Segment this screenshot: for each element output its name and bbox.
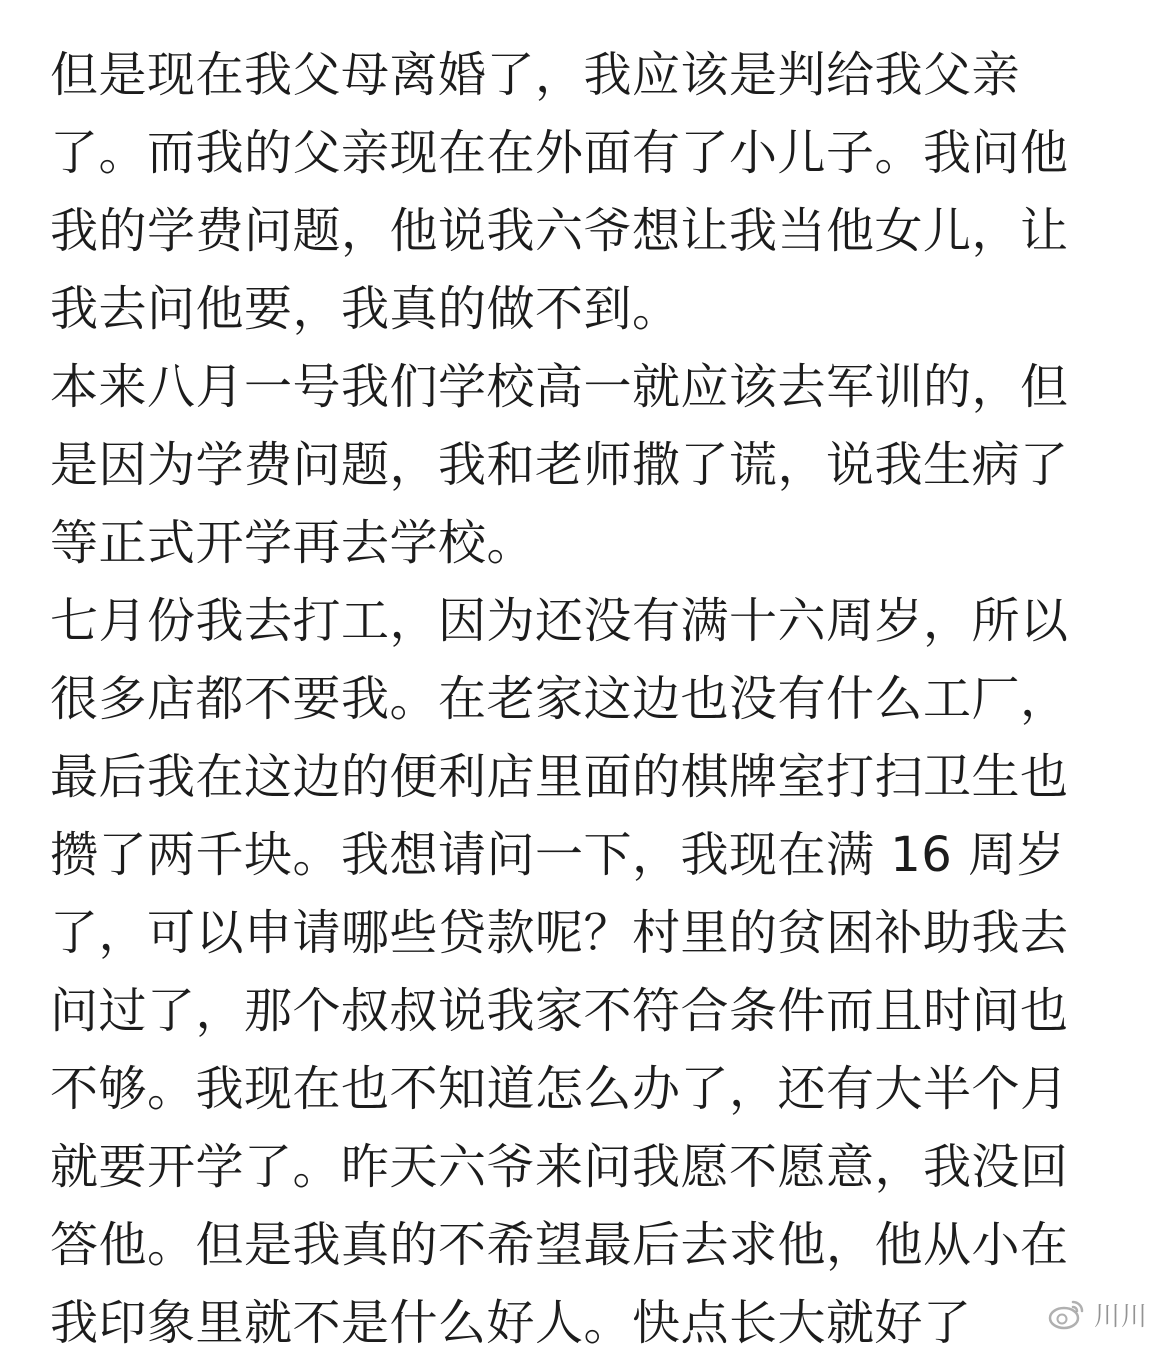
text-line: 七月份我去打工，因为还没有满十六周岁，所以 bbox=[50, 593, 1069, 649]
post-body bbox=[50, 36, 1140, 1362]
text-line: 是因为学费问题，我和老师撒了谎，说我生病了 bbox=[50, 437, 1069, 493]
text-line: 答他。但是我真的不希望最后去求他，他从小在 bbox=[50, 1217, 1069, 1273]
text-line: 攒了两千块。我想请问一下，我现在满 16 周岁 bbox=[50, 827, 1066, 883]
weibo-watermark bbox=[1036, 1286, 1162, 1342]
text-line: 我去问他要，我真的做不到。 bbox=[50, 281, 681, 337]
text-line: 了，可以申请哪些贷款呢？村里的贫困补助我去 bbox=[50, 905, 1069, 961]
paragraph-2 bbox=[50, 348, 1140, 582]
paragraph-3 bbox=[50, 582, 1140, 1362]
text-line: 就要开学了。昨天六爷来问我愿不愿意，我没回 bbox=[50, 1139, 1069, 1195]
text-line: 本来八月一号我们学校高一就应该去军训的，但 bbox=[50, 359, 1069, 415]
text-line: 我印象里就不是什么好人。快点长大就好了 bbox=[50, 1295, 972, 1351]
text-line: 等正式开学再去学校。 bbox=[50, 515, 536, 571]
text-line: 最后我在这边的便利店里面的棋牌室打扫卫生也 bbox=[50, 749, 1069, 805]
weibo-logo-icon bbox=[1046, 1294, 1086, 1334]
paragraph-1 bbox=[50, 36, 1140, 348]
text-line: 但是现在我父母离婚了，我应该是判给我父亲 bbox=[50, 47, 1021, 103]
text-line: 了。而我的父亲现在在外面有了小儿子。我问他 bbox=[50, 125, 1069, 181]
text-line: 很多店都不要我。在老家这边也没有什么工厂， bbox=[50, 671, 1069, 727]
text-line: 我的学费问题，他说我六爷想让我当他女儿，让 bbox=[50, 203, 1069, 259]
text-line: 不够。我现在也不知道怎么办了，还有大半个月 bbox=[50, 1061, 1069, 1117]
watermark-username: 川川 bbox=[1093, 1301, 1148, 1332]
text-line: 问过了，那个叔叔说我家不符合条件而且时间也 bbox=[50, 983, 1069, 1039]
